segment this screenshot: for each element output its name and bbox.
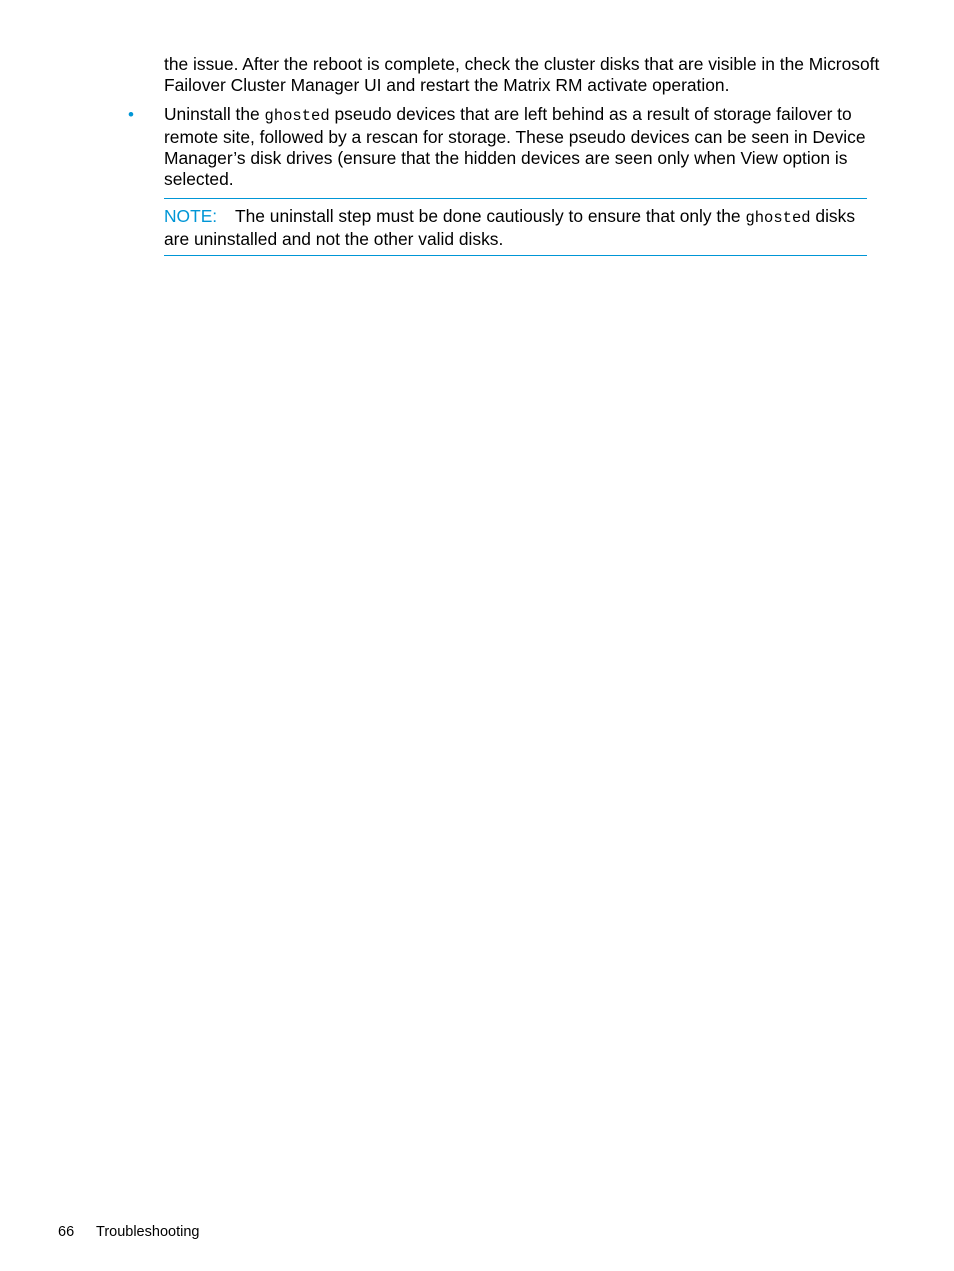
- footer-section-title: Troubleshooting: [96, 1224, 200, 1240]
- page-content: [128, 54, 880, 256]
- page-number: 66: [58, 1224, 75, 1240]
- paragraph-line-1: the issue. After the reboot is complete, check the cluster disks that are visible in the Microsoft: [164, 54, 880, 74]
- note-line-2: are uninstalled and not the other valid disks.: [164, 229, 504, 249]
- note-box: [164, 198, 867, 256]
- bullet-text-post: pseudo devices that are left behind as a result of storage failover to: [329, 104, 852, 124]
- paragraph-line-2: Failover Cluster Manager UI and restart the Matrix RM activate operation.: [164, 75, 730, 95]
- note-text-post: disks: [810, 206, 856, 226]
- note-text-pre: The uninstall step must be done cautiously to ensure that only the: [235, 206, 746, 226]
- bullet-list-item: [128, 104, 867, 190]
- note-line-1: [164, 206, 867, 229]
- continuation-paragraph: [164, 54, 880, 96]
- note-code-ghosted: ghosted: [745, 209, 811, 227]
- bullet-text-pre: Uninstall the: [164, 104, 265, 124]
- note-label: NOTE:: [164, 206, 218, 226]
- bullet-line-2: remote site, followed by a rescan for storage. These pseudo devices can be seen in Device: [164, 127, 866, 147]
- bullet-line-1: [164, 104, 867, 127]
- bullet-code-ghosted: ghosted: [264, 107, 330, 125]
- page-footer: [58, 1222, 199, 1242]
- bullet-line-3: Manager’s disk drives (ensure that the hidden devices are seen only when View option is: [164, 148, 848, 168]
- bullet-icon: •: [128, 105, 134, 124]
- bullet-line-4: selected.: [164, 169, 234, 189]
